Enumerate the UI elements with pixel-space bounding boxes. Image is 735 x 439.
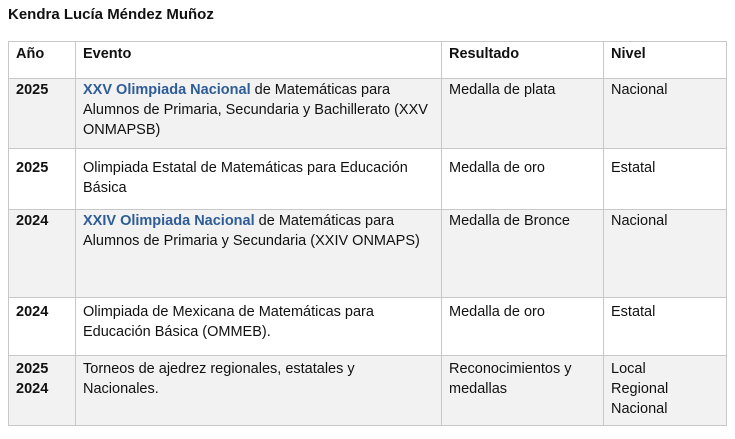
cell-year xyxy=(9,356,76,426)
cell-level xyxy=(604,356,727,426)
cell-event xyxy=(76,149,442,210)
event-text: de Matemáticas para Alumnos de Primaria y Secundaria (XXIV ONMAPS) xyxy=(83,213,420,249)
table-row xyxy=(9,79,727,149)
event-text: Olimpiada Estatal de Matemáticas para Educación Básica xyxy=(83,160,408,196)
header-year: Año xyxy=(9,42,76,79)
event-highlight-link[interactable]: XXV Olimpiada Nacional xyxy=(83,82,251,98)
table-row xyxy=(9,356,727,426)
cell-level xyxy=(604,210,727,298)
result-value: Medalla de oro xyxy=(449,304,545,320)
cell-event xyxy=(76,298,442,356)
cell-event xyxy=(76,79,442,149)
cell-event xyxy=(76,210,442,298)
cell-year xyxy=(9,149,76,210)
event-text: de Matemáticas para Alumnos de Primaria, Secundaria y Bachillerato (XXV ONMAPSB) xyxy=(83,82,428,138)
cell-year xyxy=(9,79,76,149)
header-row xyxy=(9,42,727,79)
level-value: Local xyxy=(611,361,646,377)
cell-result xyxy=(442,79,604,149)
year-value: 2025 xyxy=(16,361,49,377)
result-value: Medalla de oro xyxy=(449,160,545,176)
result-value: Medalla de plata xyxy=(449,82,556,98)
person-name: Kendra Lucía Méndez Muñoz xyxy=(8,6,214,23)
year-value: 2025 xyxy=(16,82,49,98)
cell-level xyxy=(604,79,727,149)
result-value: Reconocimientos y medallas xyxy=(449,361,572,397)
cell-level xyxy=(604,298,727,356)
header-event: Evento xyxy=(76,42,442,79)
cell-year xyxy=(9,210,76,298)
cell-result xyxy=(442,149,604,210)
event-text: Torneos de ajedrez regionales, estatales y Nacionales. xyxy=(83,361,355,397)
table-row xyxy=(9,210,727,298)
cell-result xyxy=(442,298,604,356)
level-value: Estatal xyxy=(611,160,656,176)
level-value: Estatal xyxy=(611,304,656,320)
year-value: 2025 xyxy=(16,160,49,176)
cell-event xyxy=(76,356,442,426)
year-value: 2024 xyxy=(16,304,49,320)
cell-result xyxy=(442,356,604,426)
year-value: 2024 xyxy=(16,381,49,397)
event-text: Olimpiada de Mexicana de Matemáticas para Educación Básica (OMMEB). xyxy=(83,304,374,340)
cell-level xyxy=(604,149,727,210)
table-row xyxy=(9,298,727,356)
header-result: Resultado xyxy=(442,42,604,79)
level-value: Regional xyxy=(611,381,669,397)
table-row xyxy=(9,149,727,210)
level-value: Nacional xyxy=(611,213,668,229)
level-value: Nacional xyxy=(611,82,668,98)
cell-result xyxy=(442,210,604,298)
awards-table xyxy=(8,41,727,426)
cell-year xyxy=(9,298,76,356)
event-highlight-link[interactable]: XXIV Olimpiada Nacional xyxy=(83,213,255,229)
result-value: Medalla de Bronce xyxy=(449,213,570,229)
level-value: Nacional xyxy=(611,401,668,417)
header-level: Nivel xyxy=(604,42,727,79)
year-value: 2024 xyxy=(16,213,49,229)
